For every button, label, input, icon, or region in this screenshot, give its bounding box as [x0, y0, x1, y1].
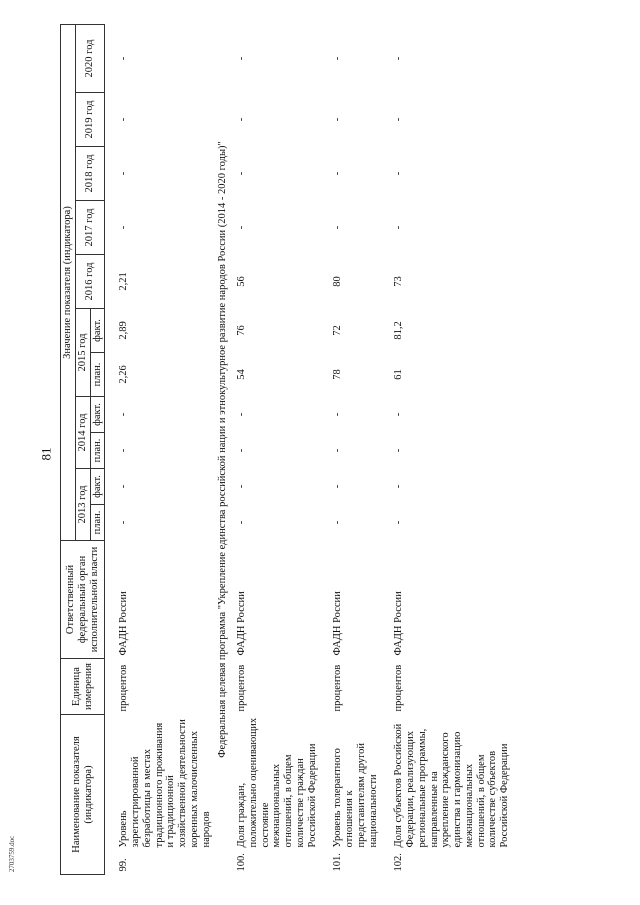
header-unit: Единица измерения	[61, 658, 105, 714]
unit-cell: процентов	[332, 664, 344, 712]
value-cell: -	[332, 484, 344, 489]
value-cell: -	[236, 171, 247, 176]
value-cell: -	[118, 225, 130, 230]
header-values-group: Значение показателя (индикатора)	[61, 24, 76, 540]
header-year-2013: 2013 год	[75, 468, 90, 540]
value-cell: 73	[393, 276, 405, 287]
header-fact-2015: факт.	[90, 308, 105, 352]
authority-cell: ФАДН России	[118, 591, 130, 656]
value-cell: -	[118, 520, 130, 525]
value-cell: 54	[236, 369, 247, 380]
header-plan-2014: план.	[90, 432, 105, 468]
value-cell: -	[332, 412, 344, 417]
indicator-name: Доля граждан, положительно оценивающих состояние межнациональных отношений, в общем количестве граждан Российской Федерации	[236, 717, 318, 848]
value-cell: -	[332, 520, 344, 525]
unit-cell: процентов	[236, 664, 247, 712]
indicator-table	[60, 24, 512, 875]
value-cell: 76	[236, 325, 247, 336]
table-row-102	[392, 24, 512, 874]
value-cell: 80	[332, 276, 344, 287]
value-cell: -	[236, 484, 247, 489]
value-cell: -	[236, 520, 247, 525]
value-cell: -	[236, 412, 247, 417]
header-year-2019: 2019 год	[75, 92, 105, 146]
value-cell: -	[393, 484, 405, 489]
authority-cell: ФАДН России	[393, 591, 405, 656]
value-cell: -	[236, 117, 247, 122]
header-name: Наименование показателя (индикатора)	[61, 714, 105, 874]
page-number: 81	[38, 447, 54, 461]
row-number: 101.	[332, 853, 344, 872]
row-number: 102.	[393, 853, 405, 872]
header-year-2016: 2016 год	[75, 254, 105, 308]
value-cell: -	[332, 171, 344, 176]
row-number: 100.	[236, 853, 247, 872]
program-title: Федеральная целевая программа "Укрепление единства российской нации и этнокультурное развитие народов России (2014 - 2020 годы)"	[217, 141, 229, 758]
value-cell: -	[118, 412, 130, 417]
header-fact-2013: факт.	[90, 468, 105, 504]
value-cell: 2,21	[118, 272, 130, 291]
table-row-100	[235, 24, 319, 874]
authority-cell: ФАДН России	[332, 591, 344, 656]
value-cell: -	[393, 412, 405, 417]
header-year-2017: 2017 год	[75, 200, 105, 254]
value-cell: -	[118, 484, 130, 489]
program-title-row	[213, 24, 235, 874]
indicator-name: Доля субъектов Российской Федерации, реализующих региональные программы, направленные на укрепление гражданского единства и гармонизацию межнациональных отношений, в общем количестве субъектов Российской Федерации	[393, 723, 510, 848]
value-cell: -	[393, 171, 405, 176]
value-cell: 72	[332, 325, 344, 336]
row-number: 99.	[118, 858, 130, 872]
value-cell: -	[118, 117, 130, 122]
unit-cell: процентов	[393, 664, 405, 712]
value-cell: -	[118, 56, 130, 61]
table-header	[61, 24, 105, 874]
header-fact-2014: факт.	[90, 396, 105, 432]
header-plan-2015: план.	[90, 352, 105, 396]
header-plan-2013: план.	[90, 504, 105, 540]
value-cell: -	[236, 225, 247, 230]
indicator-name: Уровень толерантного отношения к представителям другой национальности	[332, 742, 379, 848]
value-cell: -	[332, 225, 344, 230]
table-row-99	[117, 24, 213, 874]
value-cell: 81,2	[393, 321, 405, 340]
value-cell: -	[393, 520, 405, 525]
header-year-2014: 2014 год	[75, 396, 90, 468]
value-cell: -	[393, 225, 405, 230]
value-cell: 2,26	[118, 365, 130, 384]
value-cell: 61	[393, 369, 405, 380]
unit-cell: процентов	[118, 664, 130, 712]
value-cell: 2,89	[118, 321, 130, 340]
value-cell: -	[332, 117, 344, 122]
value-cell: -	[393, 117, 405, 122]
value-cell: -	[118, 171, 130, 176]
authority-cell: ФАДН России	[236, 591, 247, 656]
indicator-table-page	[60, 25, 620, 875]
header-year-2015: 2015 год	[75, 308, 90, 396]
header-year-2020: 2020 год	[75, 24, 105, 92]
header-authority: Ответственный федеральный орган исполнительной власти	[61, 540, 105, 658]
value-cell: -	[393, 56, 405, 61]
value-cell: 56	[236, 276, 247, 287]
footer-file-code: 2703759.doc	[8, 835, 17, 873]
value-cell: -	[393, 448, 405, 453]
value-cell: -	[332, 448, 344, 453]
value-cell: 78	[332, 369, 344, 380]
value-cell: -	[236, 448, 247, 453]
value-cell: -	[236, 56, 247, 61]
value-cell: -	[118, 448, 130, 453]
header-year-2018: 2018 год	[75, 146, 105, 200]
value-cell: -	[332, 56, 344, 61]
table-row-101	[331, 24, 380, 874]
table-body	[105, 24, 512, 874]
indicator-name: Уровень зарегистрированной безработицы в местах традиционного проживания и традиционной хозяйственной деятельности коренных малочисленных народов	[118, 719, 212, 848]
